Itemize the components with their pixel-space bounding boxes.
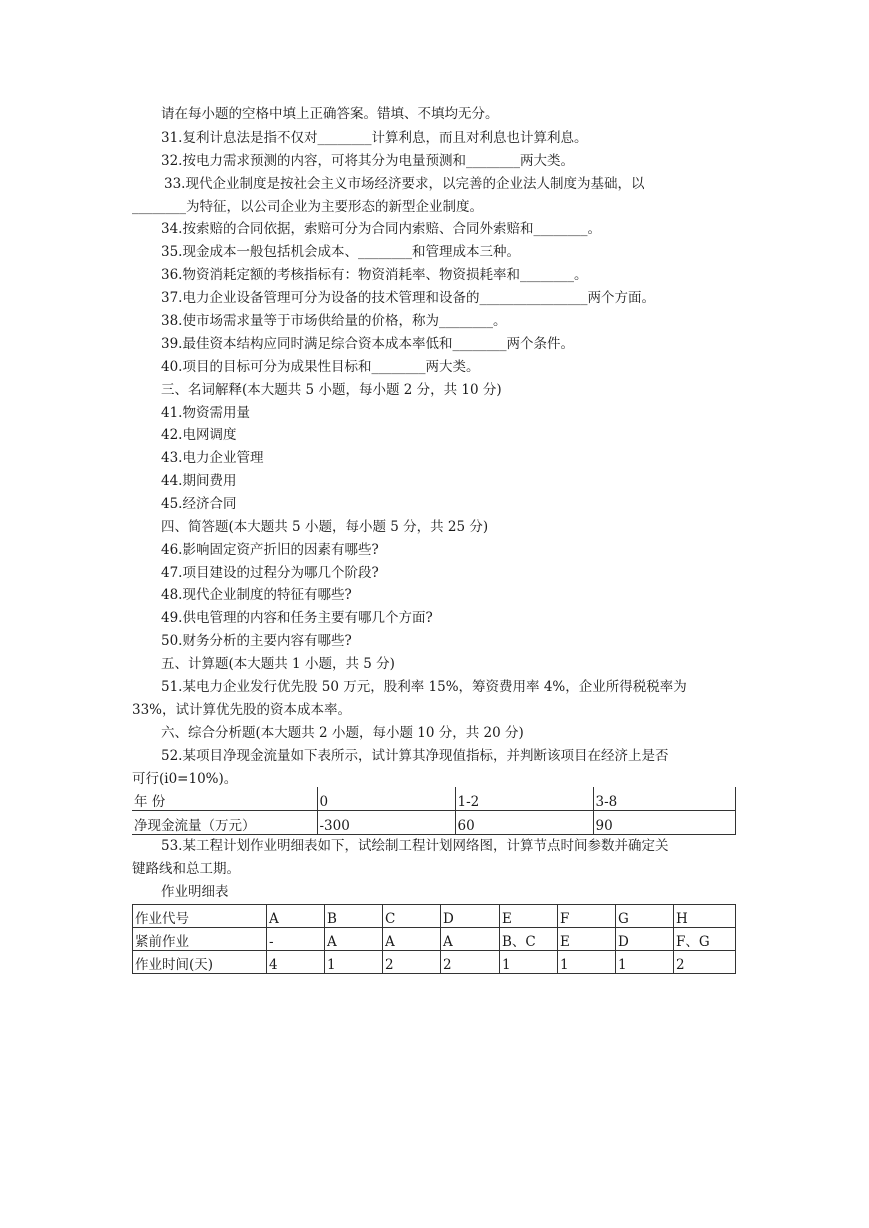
section-4-title: 四、简答题(本大题共 5 小题，每小题 5 分，共 25 分) xyxy=(161,519,489,535)
table-cell: F、G xyxy=(674,928,736,951)
question-50: 50.财务分析的主要内容有哪些? xyxy=(161,633,352,649)
question-39: 39.最佳资本结构应同时满足综合资本成本率低和________两个条件。 xyxy=(161,336,574,352)
table-cell: E xyxy=(500,905,558,928)
question-51-line1: 51.某电力企业发行优先股 50 万元，股利率 15%，筹资费用率 4%，企业所得税税率为 xyxy=(161,679,687,695)
table-row xyxy=(132,811,735,835)
question-38: 38.使市场需求量等于市场供给量的价格，称为________。 xyxy=(161,313,507,329)
question-46: 46.影响固定资产折旧的因素有哪些? xyxy=(161,542,379,558)
question-35: 35.现金成本一般包括机会成本、________和管理成本三种。 xyxy=(161,244,520,260)
table-row xyxy=(133,928,736,951)
table-cell: 3-8 xyxy=(593,787,735,811)
table-cell: 90 xyxy=(593,811,735,835)
section-3-title: 三、名词解释(本大题共 5 小题，每小题 2 分，共 10 分) xyxy=(161,382,502,398)
table-cell: 1-2 xyxy=(455,787,593,811)
table-cell: 2 xyxy=(674,951,736,974)
table-cell: 4 xyxy=(267,951,325,974)
table-cell: A xyxy=(325,928,383,951)
table-cell: A xyxy=(383,928,441,951)
question-40: 40.项目的目标可分为成果性目标和________两大类。 xyxy=(161,359,480,375)
question-49: 49.供电管理的内容和任务主要有哪几个方面? xyxy=(161,610,433,626)
question-36: 36.物资消耗定额的考核指标有：物资消耗率、物资损耗率和________。 xyxy=(161,267,588,283)
table-cell: H xyxy=(674,905,736,928)
table-row xyxy=(133,951,736,974)
fill-blank-intro: 请在每小题的空格中填上正确答案。错填、不填均无分。 xyxy=(161,106,499,122)
question-41: 41.物资需用量 xyxy=(161,405,250,421)
question-33-line1: 33.现代企业制度是按社会主义市场经济要求，以完善的企业法人制度为基础，以 xyxy=(164,176,645,192)
question-51-line2: 33%，试计算优先股的资本成本率。 xyxy=(132,702,352,718)
table-cell: B、C xyxy=(500,928,558,951)
table-cell: - xyxy=(267,928,325,951)
table-cell: A xyxy=(267,905,325,928)
npv-cash-flow-table xyxy=(132,787,736,835)
table-cell: D xyxy=(441,905,500,928)
question-43: 43.电力企业管理 xyxy=(161,450,264,466)
table-cell: 年 份 xyxy=(132,787,317,811)
question-52-line1: 52.某项目净现金流量如下表所示，试计算其净现值指标，并判断该项目在经济上是否 xyxy=(161,748,669,764)
question-32: 32.按电力需求预测的内容，可将其分为电量预测和________两大类。 xyxy=(161,153,574,169)
table-cell: A xyxy=(441,928,500,951)
task-table-caption: 作业明细表 xyxy=(161,884,229,900)
question-48: 48.现代企业制度的特征有哪些? xyxy=(161,587,352,603)
table-cell: 1 xyxy=(558,951,616,974)
task-detail-table xyxy=(132,904,736,974)
table-cell: 60 xyxy=(455,811,593,835)
section-6-title: 六、综合分析题(本大题共 2 小题，每小题 10 分，共 20 分) xyxy=(161,725,524,741)
table-cell: -300 xyxy=(317,811,455,835)
table-row xyxy=(132,787,735,811)
table-cell: 2 xyxy=(441,951,500,974)
table-cell: 1 xyxy=(325,951,383,974)
question-44: 44.期间费用 xyxy=(161,473,237,489)
question-45: 45.经济合同 xyxy=(161,496,237,512)
question-31: 31.复利计息法是指不仅对________计算利息，而且对利息也计算利息。 xyxy=(161,130,588,146)
table-row xyxy=(133,905,736,928)
table-cell: B xyxy=(325,905,383,928)
table-cell: C xyxy=(383,905,441,928)
section-5-title: 五、计算题(本大题共 1 小题，共 5 分) xyxy=(161,656,395,672)
table-cell: 作业时间(天) xyxy=(133,951,267,974)
table-cell: 1 xyxy=(616,951,674,974)
question-42: 42.电网调度 xyxy=(161,427,237,443)
table-cell: 净现金流量（万元） xyxy=(132,811,317,835)
table-cell: 作业代号 xyxy=(133,905,267,928)
question-37: 37.电力企业设备管理可分为设备的技术管理和设备的________________两个方面。 xyxy=(161,290,655,306)
table-cell: 0 xyxy=(317,787,455,811)
question-53-line2: 键路线和总工期。 xyxy=(132,861,240,877)
question-33-line2: ________为特征，以公司企业为主要形态的新型企业制度。 xyxy=(132,199,483,215)
question-47: 47.项目建设的过程分为哪几个阶段? xyxy=(161,565,379,581)
table-cell: E xyxy=(558,928,616,951)
question-53-line1: 53.某工程计划作业明细表如下，试绘制工程计划网络图，计算节点时间参数并确定关 xyxy=(161,838,669,854)
table-cell: 1 xyxy=(500,951,558,974)
question-52-line2: 可行(i0=10%)。 xyxy=(132,771,238,787)
table-cell: G xyxy=(616,905,674,928)
table-cell: D xyxy=(616,928,674,951)
table-cell: 2 xyxy=(383,951,441,974)
table-cell: F xyxy=(558,905,616,928)
question-34: 34.按索赔的合同依据，索赔可分为合同内索赔、合同外索赔和________。 xyxy=(161,221,601,237)
table-cell: 紧前作业 xyxy=(133,928,267,951)
